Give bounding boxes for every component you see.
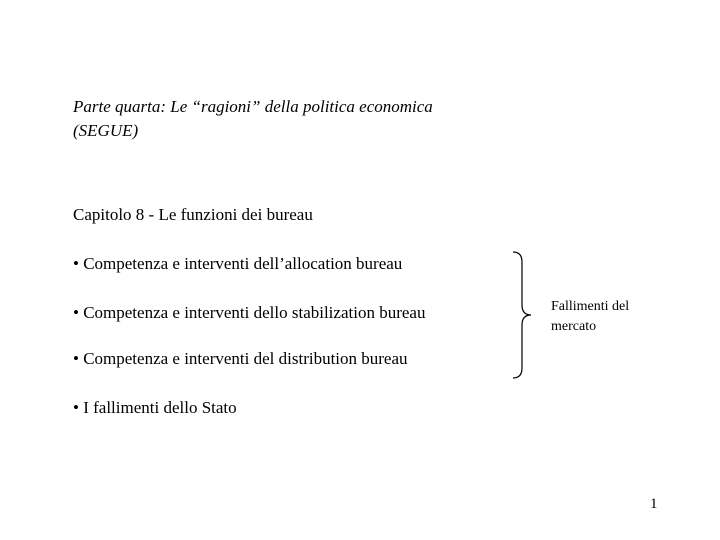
brace-label	[551, 297, 629, 337]
chapter-title: Capitolo 8 - Le funzioni dei bureau	[73, 205, 313, 224]
part-title	[73, 95, 533, 143]
part-title-line-2: (SEGUE)	[73, 121, 139, 140]
brace-label-line-1: Fallimenti del	[551, 299, 630, 314]
brace-label-line-2: mercato	[551, 319, 597, 334]
page-number: 1	[650, 496, 658, 512]
bullet-item-state-failures: • I fallimenti dello Stato	[73, 398, 237, 417]
bullet-item-stabilization: • Competenza e interventi dello stabilization bureau	[73, 303, 426, 322]
bullet-item-distribution: • Competenza e interventi del distribution bureau	[73, 349, 408, 368]
right-brace-icon	[508, 250, 538, 380]
part-title-line-1: Parte quarta: Le “ragioni” della politica economica	[73, 97, 433, 116]
bullet-item-allocation: • Competenza e interventi dell’allocation bureau	[73, 254, 403, 273]
